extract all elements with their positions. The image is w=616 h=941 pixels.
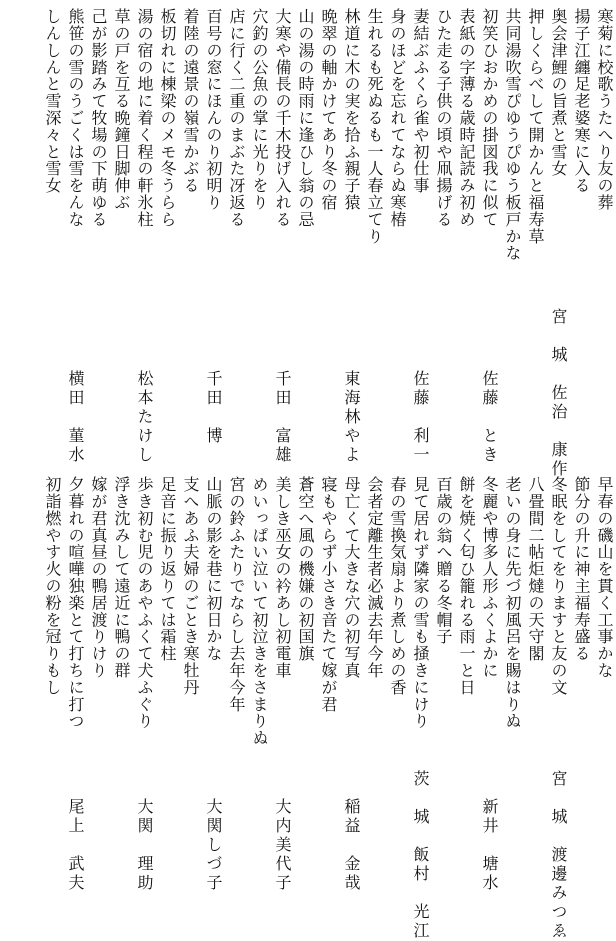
haiku-line: 林道に木の実を拾ふ親子猿	[342, 8, 361, 211]
haiku-line: 寝もやらず小さき音たて嫁が君	[319, 476, 338, 713]
haiku-line: 節分の升に神主福寿盛る	[572, 476, 591, 662]
haiku-line: めいっぱい泣いて初泣きをさまりぬ	[250, 476, 269, 747]
haiku-line: 百歳の翁へ贈る冬帽子	[434, 476, 453, 645]
poet-name: 尾上 武夫	[66, 798, 85, 893]
haiku-line: 支へあふ夫婦のごとき寒牡丹	[181, 476, 200, 696]
haiku-line: 着陸の遠景の嶺雪かぶる	[181, 8, 200, 194]
haiku-line: 湯の宿の地に着く程の軒氷柱	[135, 8, 154, 228]
haiku-line: 嫁が君真昼の鴨居渡りけり	[89, 476, 108, 679]
poet-name: 宮 城 佐治 康作	[549, 308, 568, 479]
haiku-line: 押しくらべして開かんと福寿草	[526, 8, 545, 245]
haiku-line: しんしんと雪深々と雪女	[43, 8, 62, 194]
poet-name: 茨 城 飯村 光江	[411, 770, 430, 941]
haiku-line: 初笑ひおかめの掛図我に似て	[480, 8, 499, 228]
haiku-line: 奥会津鯉の旨煮と雪女	[549, 8, 568, 177]
poet-name: 佐藤 利一	[411, 370, 430, 465]
haiku-line: 宮の鈴ふたりでならし去年今年	[227, 476, 246, 713]
haiku-line: 寒菊に校歌うたへり友の葬	[595, 8, 614, 211]
haiku-line: 餅を焼く匂ひ籠れる雨一と日	[457, 476, 476, 696]
haiku-line: 早春の磯山を貫く工事かな	[595, 476, 614, 679]
haiku-line: 揚子江纏足老婆寒に入る	[572, 8, 591, 194]
poet-name: 松本たけし	[135, 370, 154, 465]
poet-name: 東海林やよ	[342, 370, 361, 465]
haiku-line: 会者定離生者必滅去年今年	[365, 476, 384, 679]
haiku-line: 冬眠をしてをりますと友の文	[549, 476, 568, 696]
poet-name: 千田 博	[204, 370, 223, 446]
poet-name: 大関しづ子	[204, 798, 223, 893]
haiku-line: 春の雪換気扇より煮しめの香	[388, 476, 407, 696]
poet-name: 新井 塘水	[480, 798, 499, 893]
haiku-line: 浮き沈みして遠近に鴨の群	[112, 476, 131, 679]
haiku-line: 山の湯の時雨に逢ひし翁の忌	[296, 8, 315, 228]
haiku-line: 夕暮れの喧嘩独楽とて打ちに打つ	[66, 476, 85, 730]
haiku-line: ひた走る子供の頃や凧揚げる	[434, 8, 453, 228]
haiku-line: 店に行く二重のまぶた冴返る	[227, 8, 246, 228]
haiku-line: 己が影踏みて牧場の下萌ゆる	[89, 8, 108, 228]
haiku-line: 熊笹の雪のうごくは雪をんな	[66, 8, 85, 228]
haiku-line: 山脈の影を巷に初日かな	[204, 476, 223, 662]
haiku-line: 大寒や備長の千木投げ入れる	[273, 8, 292, 228]
haiku-line: 美しき巫女の衿あし初電車	[273, 476, 292, 679]
poet-name: 横田 菫水	[66, 370, 85, 465]
haiku-line: 板切れに棟梁のメモ冬うらら	[158, 8, 177, 228]
haiku-line: 足音に振り返りては霜柱	[158, 476, 177, 662]
haiku-line: 草の戸を互る晩鐘日脚伸ぶ	[112, 8, 131, 211]
haiku-line: 冬麗や博多人形ふくよかに	[480, 476, 499, 679]
haiku-line: 見て居れず隣家の雪も掻きにけり	[411, 476, 430, 730]
poet-name: 大内美代子	[273, 798, 292, 893]
haiku-line: 穴釣の公魚の掌に光りをり	[250, 8, 269, 211]
haiku-line: 八畳間二帖炬燵の天守閣	[526, 476, 545, 662]
poet-name: 大関 理助	[135, 798, 154, 893]
poet-name: 佐藤 とき	[480, 370, 499, 465]
haiku-line: 蒼空へ風の機嫌の初国旗	[296, 476, 315, 662]
poet-name: 千田 富雄	[273, 370, 292, 465]
haiku-line: 共同湯吹雪ぴゆうぴゆう板戸かな	[503, 8, 522, 262]
haiku-line: 妻結ぶふくら雀や初仕事	[411, 8, 430, 194]
haiku-line: 百号の窓にほんのり初明り	[204, 8, 223, 211]
haiku-line: 晩翠の軸かけてあり冬の宿	[319, 8, 338, 211]
haiku-line: 老いの身に先づ初風呂を賜はりぬ	[503, 476, 522, 730]
poet-name: 稲益 金哉	[342, 798, 361, 893]
haiku-line: 母亡くて大きな穴の初写真	[342, 476, 361, 679]
haiku-line: 表紙の字薄る歳時記読み初め	[457, 8, 476, 228]
haiku-line: 歩き初む児のあやふくて犬ふぐり	[135, 476, 154, 730]
haiku-line: 生れるも死ぬるも一人春立てり	[365, 8, 384, 245]
poet-name: 宮 城 渡邊みつゑ	[549, 770, 568, 941]
haiku-line: 初詣燃やす火の粉を冠りもし	[43, 476, 62, 696]
haiku-line: 身のほどを忘れてならぬ寒椿	[388, 8, 407, 228]
